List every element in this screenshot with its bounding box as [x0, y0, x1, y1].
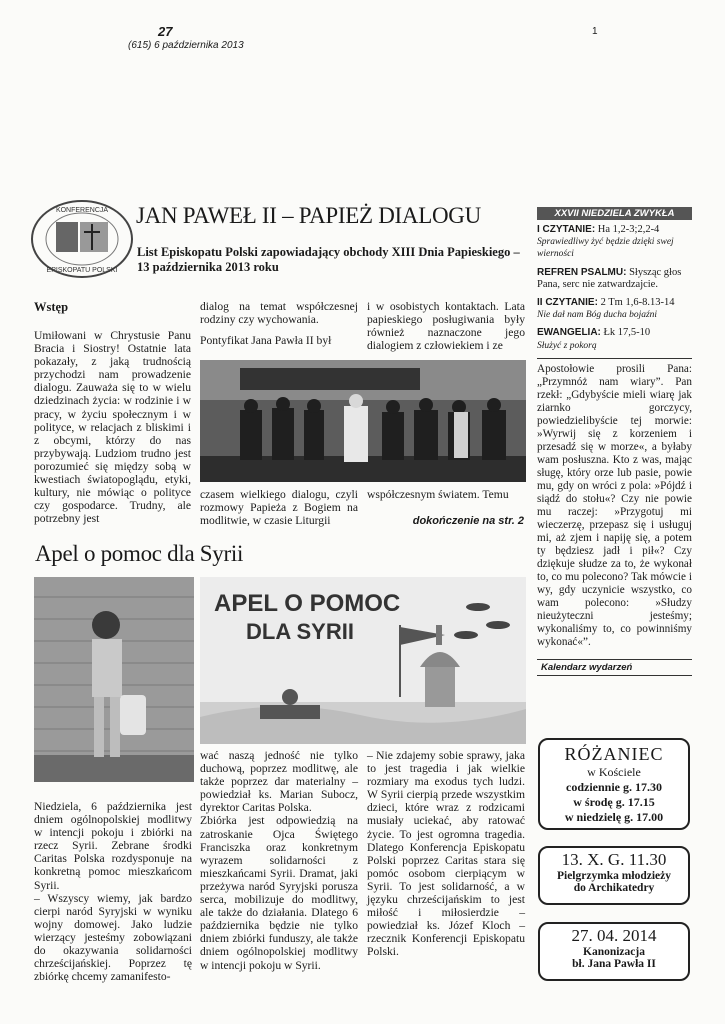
article2-col1 — [34, 800, 192, 991]
svg-text:KONFERENCJA: KONFERENCJA — [55, 207, 109, 214]
reading-item — [537, 327, 692, 351]
reading-label: REFREN PSALMU: — [537, 266, 627, 278]
child-image — [34, 577, 194, 782]
reading-ref: Ha 1,2-3;2,2-4 — [597, 224, 660, 235]
article2-col3 — [367, 749, 525, 967]
reading-note: Sprawiedliwy żyć będzie dzięki swej wierności — [537, 237, 674, 260]
svg-text:EPISKOPATU POLSKI: EPISKOPATU POLSKI — [46, 267, 118, 274]
syria-appeal-poster — [200, 577, 526, 744]
svg-text:DLA SYRII: DLA SYRII — [246, 619, 354, 644]
paragraph: wać naszą jedność nie tylko duchową, poprzez modlitwę, ale także poprzez dar materialny – powiedział ks. Marian Subocz, dyrektor Caritas Polska. — [200, 749, 358, 815]
issue-date: (615) 6 października 2013 — [128, 40, 244, 51]
reading-note: Nie dał nam Bóg ducha bojaźni — [537, 310, 658, 321]
rosary-line: w niedzielę g. 17.00 — [564, 810, 664, 824]
paragraph: współczesnym światem. Temu — [367, 488, 509, 501]
continued-link[interactable]: dokończenie na str. 2 — [412, 515, 524, 527]
liturgy-sidebar — [537, 207, 692, 676]
canonization-date: 27. 04. 2014 — [571, 926, 657, 945]
rosary-line: w Kościele — [587, 765, 641, 779]
section-heading: Wstęp — [34, 300, 69, 314]
article1-col2-bottom — [200, 488, 358, 535]
article1-col3-top — [367, 300, 525, 360]
calendar-heading: Kalendarz wydarzeń — [537, 659, 692, 676]
pilgrimage-date: 13. X. G. 11.30 — [561, 850, 667, 869]
article-title: JAN PAWEŁ II – PAPIEŻ DIALOGU — [136, 203, 481, 228]
pilgrimage-box — [538, 846, 690, 905]
reading-item — [537, 267, 692, 291]
reading-label: II CZYTANIE: — [537, 297, 598, 309]
canonization-line: bł. Jana Pawła II — [572, 958, 656, 970]
article-subtitle: List Episkopatu Polski zapowiadający obchody XIII Dnia Papieskiego – 13 października 2013 roku — [137, 245, 520, 274]
svg-text:APEL O POMOC: APEL O POMOC — [214, 590, 401, 617]
reading-item — [537, 297, 692, 321]
paragraph: i w osobistych kontaktach. Lata papieskiego posługiwania były również naznaczone jego dialogiem z człowiekiem i ze — [367, 300, 525, 353]
canonization-line: Kanonizacja — [583, 946, 645, 958]
war-poster-image — [200, 577, 526, 744]
paragraph: czasem wielkiego dialogu, czyli rozmowy Papieża z Bogiem na modlitwie, w czasie Liturgii — [200, 488, 358, 528]
episcopate-logo — [30, 198, 134, 280]
rosary-line: w środę g. 17.15 — [573, 795, 655, 809]
divider — [537, 358, 692, 359]
reading-note: Służyć z pokorą — [537, 340, 597, 351]
paragraph: dialog na temat współczesnej rodziny czy wychowania. — [200, 300, 358, 327]
paragraph: Umiłowani w Chrystusie Panu Bracia i Siostry! Ostatnie lata pokazały, z jaką trudnością przychodzi nam prowadzenie dialogu. Zauważa się to w wielu dziedzinach życia: w rodzinie i w pracy, w życiu społecznym i w polityce, w relacjach z bliskimi i z obcymi, którzy do nas przybywają. Ludziom trudno jest porozumieć się między sobą w kwestiach światopoglądu, etyki, kultury, nie mówiąc o polityce czy gospodarce. Trudny, ale potrzebny jest — [34, 329, 191, 526]
paragraph: – Wszyscy wiemy, jak bardzo cierpi naród Syryjski w wyniku wojny domowej. Jako ludzie wierzący jesteśmy zobowiązani do okazywania solidarności chrześcijańskiej. Poprzez tę zbiórkę chcemy zamanifesto- — [34, 891, 192, 984]
article2-title: Apel o pomoc dla Syrii — [35, 541, 244, 566]
paragraph: Zbiórka jest odpowiedzią na zatroskanie Ojca Świętego Franciszka oraz konkretnym wyrazem solidarności z mieszkańcami Syrii. Dramat, jaki przeżywa naród Syryjski porusza serca, mobilizuje do modlitwy, ale także do działania. Dlatego 6 października będzie nie tylko dniem zbiórki funduszy, ale także dniem ogólnopolskiej modlitwy w intencji pokoju w Syrii. — [200, 814, 358, 972]
pilgrimage-line: Pielgrzymka młodzieży — [556, 870, 671, 882]
corner-number: 1 — [592, 26, 598, 37]
child-photo — [34, 577, 194, 782]
paragraph: Pontyfikat Jana Pawła II był — [200, 334, 332, 348]
reading-ref: 2 Tm 1,6-8.13-14 — [600, 297, 675, 309]
reading-label: EWANGELIA: — [537, 327, 601, 339]
reading-label: I CZYTANIE: — [537, 224, 596, 235]
page-number: 27 — [158, 24, 173, 39]
logo-seal-icon — [30, 198, 134, 280]
pope-photo — [200, 360, 526, 482]
article1-col3-bottom — [367, 488, 525, 509]
article1-col2-top — [200, 300, 358, 355]
sidebar-heading: XXVII NIEDZIELA ZWYKŁA — [537, 207, 692, 220]
reading-ref: Słysząc głos Pana, serc nie zatwardzajcie. — [537, 266, 682, 290]
paragraph: Niedziela, 6 października jest dniem ogólnopolskiej modlitwy w intencji pokoju i zbiórki na rzecz Syrii. Zebrane środki Caritas Polska rozdysponuje na konkretną pomoc mieszkańcom Syrii. — [34, 800, 192, 892]
gospel-text: Apostołowie prosili Pana: „Przymnóż nam wiary”. Pan rzekł: „Gdybyście mieli wiarę jak ziarnko gorczycy, powiedzielibyście tej morwie: »Wyrwij się z korzeniem i przesadź się w morze«, a byłaby wam posłuszna. Kto z was, mając sługę, który orze lub pasie, powie mu, gdy on wróci z pola: »Pójdź i siądź do stołu«? Czy nie powie mu raczej: »Przygotuj mi wieczerzę, przepasz się i usługuj mi, aż zjem i napiję się, a potem ty będziesz jadł i pił«? Czy dziękuje słudze za to, że wykonał to, co mu polecono? Tak mówcie i wy, gdy uczynicie wszystko, co wam polecono: »Słudzy nieużyteczni jesteśmy; wykonaliśmy to, co powinniśmy wykonać«”. — [537, 362, 692, 648]
article2-col2 — [200, 749, 358, 980]
rosary-line: codziennie g. 17.30 — [566, 780, 662, 794]
pilgrimage-line: do Archikatedry — [573, 882, 655, 894]
rosary-title: RÓŻANIEC — [564, 744, 664, 764]
article1-col1 — [34, 329, 191, 533]
reading-ref: Łk 17,5-10 — [603, 327, 651, 339]
paragraph: – Nie zdajemy sobie sprawy, jaka to jest tragedia i jak wielkie rozmiary ma exodus tych ludzi. W Syrii cierpią przede wszystkim dzieci, które wraz z rodzicami musiały uciekać, aby ratować życie. To jest ogromna tragedia. Dlatego Konferencja Episkopatu Polski poprzez Caritas stara się pomóc osobom cierpiącym w Syrii. To jest solidarność, a w języku chrześcijańskim to jest miłość i miłosierdzie – powiedział ks. Józef Kloch – rzecznik Konferencji Episkopatu Polski. — [367, 749, 525, 959]
rosary-box — [538, 738, 690, 830]
readings — [537, 224, 692, 352]
pope-meeting-image — [200, 360, 526, 482]
canonization-box — [538, 922, 690, 981]
reading-item — [537, 224, 692, 261]
